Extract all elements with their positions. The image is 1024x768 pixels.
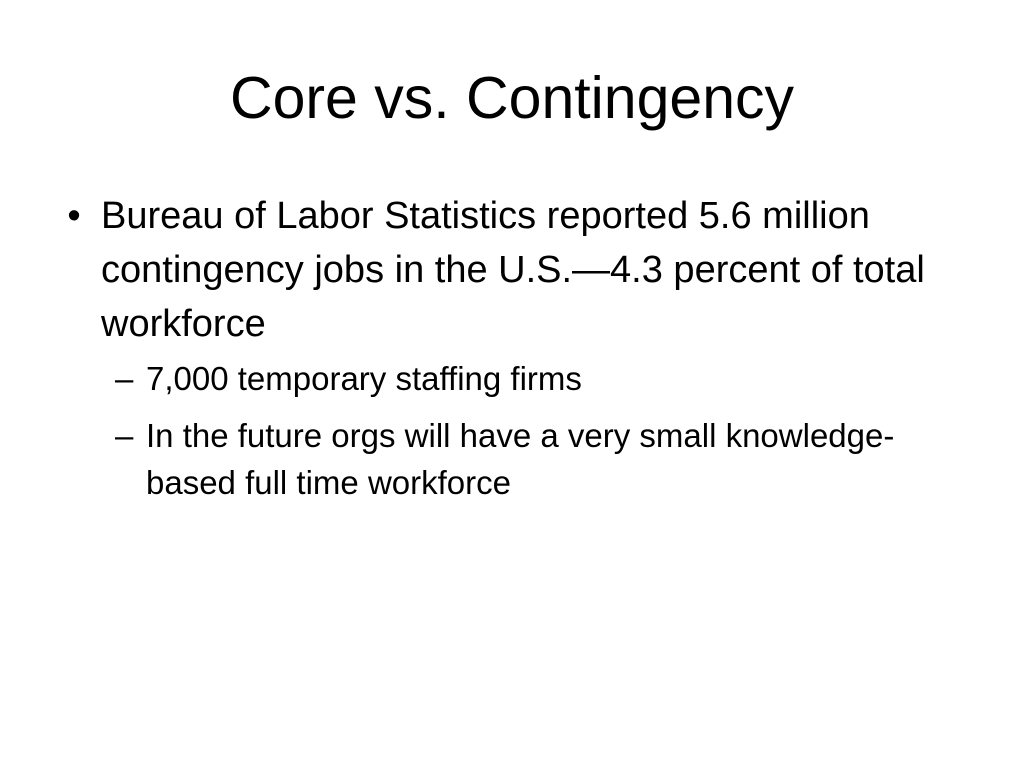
slide-title: Core vs. Contingency (229, 65, 795, 131)
sub-bullet-list (101, 355, 959, 506)
bullet-item-bls (59, 189, 959, 506)
dash-marker: – (115, 360, 134, 397)
dash-marker: – (115, 417, 134, 454)
sub-bullet-staffing-firms (101, 355, 959, 402)
bullet-marker: • (67, 195, 81, 237)
sub-bullet-text: 7,000 temporary staffing firms (146, 360, 582, 397)
sub-bullet-future-orgs (101, 412, 959, 506)
sub-bullet-text: In the future orgs will have a very small knowledge-based full time workforce (146, 417, 895, 501)
bullet-list (59, 189, 959, 516)
bullet-text: Bureau of Labor Statistics reported 5.6 million contingency jobs in the U.S.—4.3 percent of total workforce (101, 195, 925, 345)
